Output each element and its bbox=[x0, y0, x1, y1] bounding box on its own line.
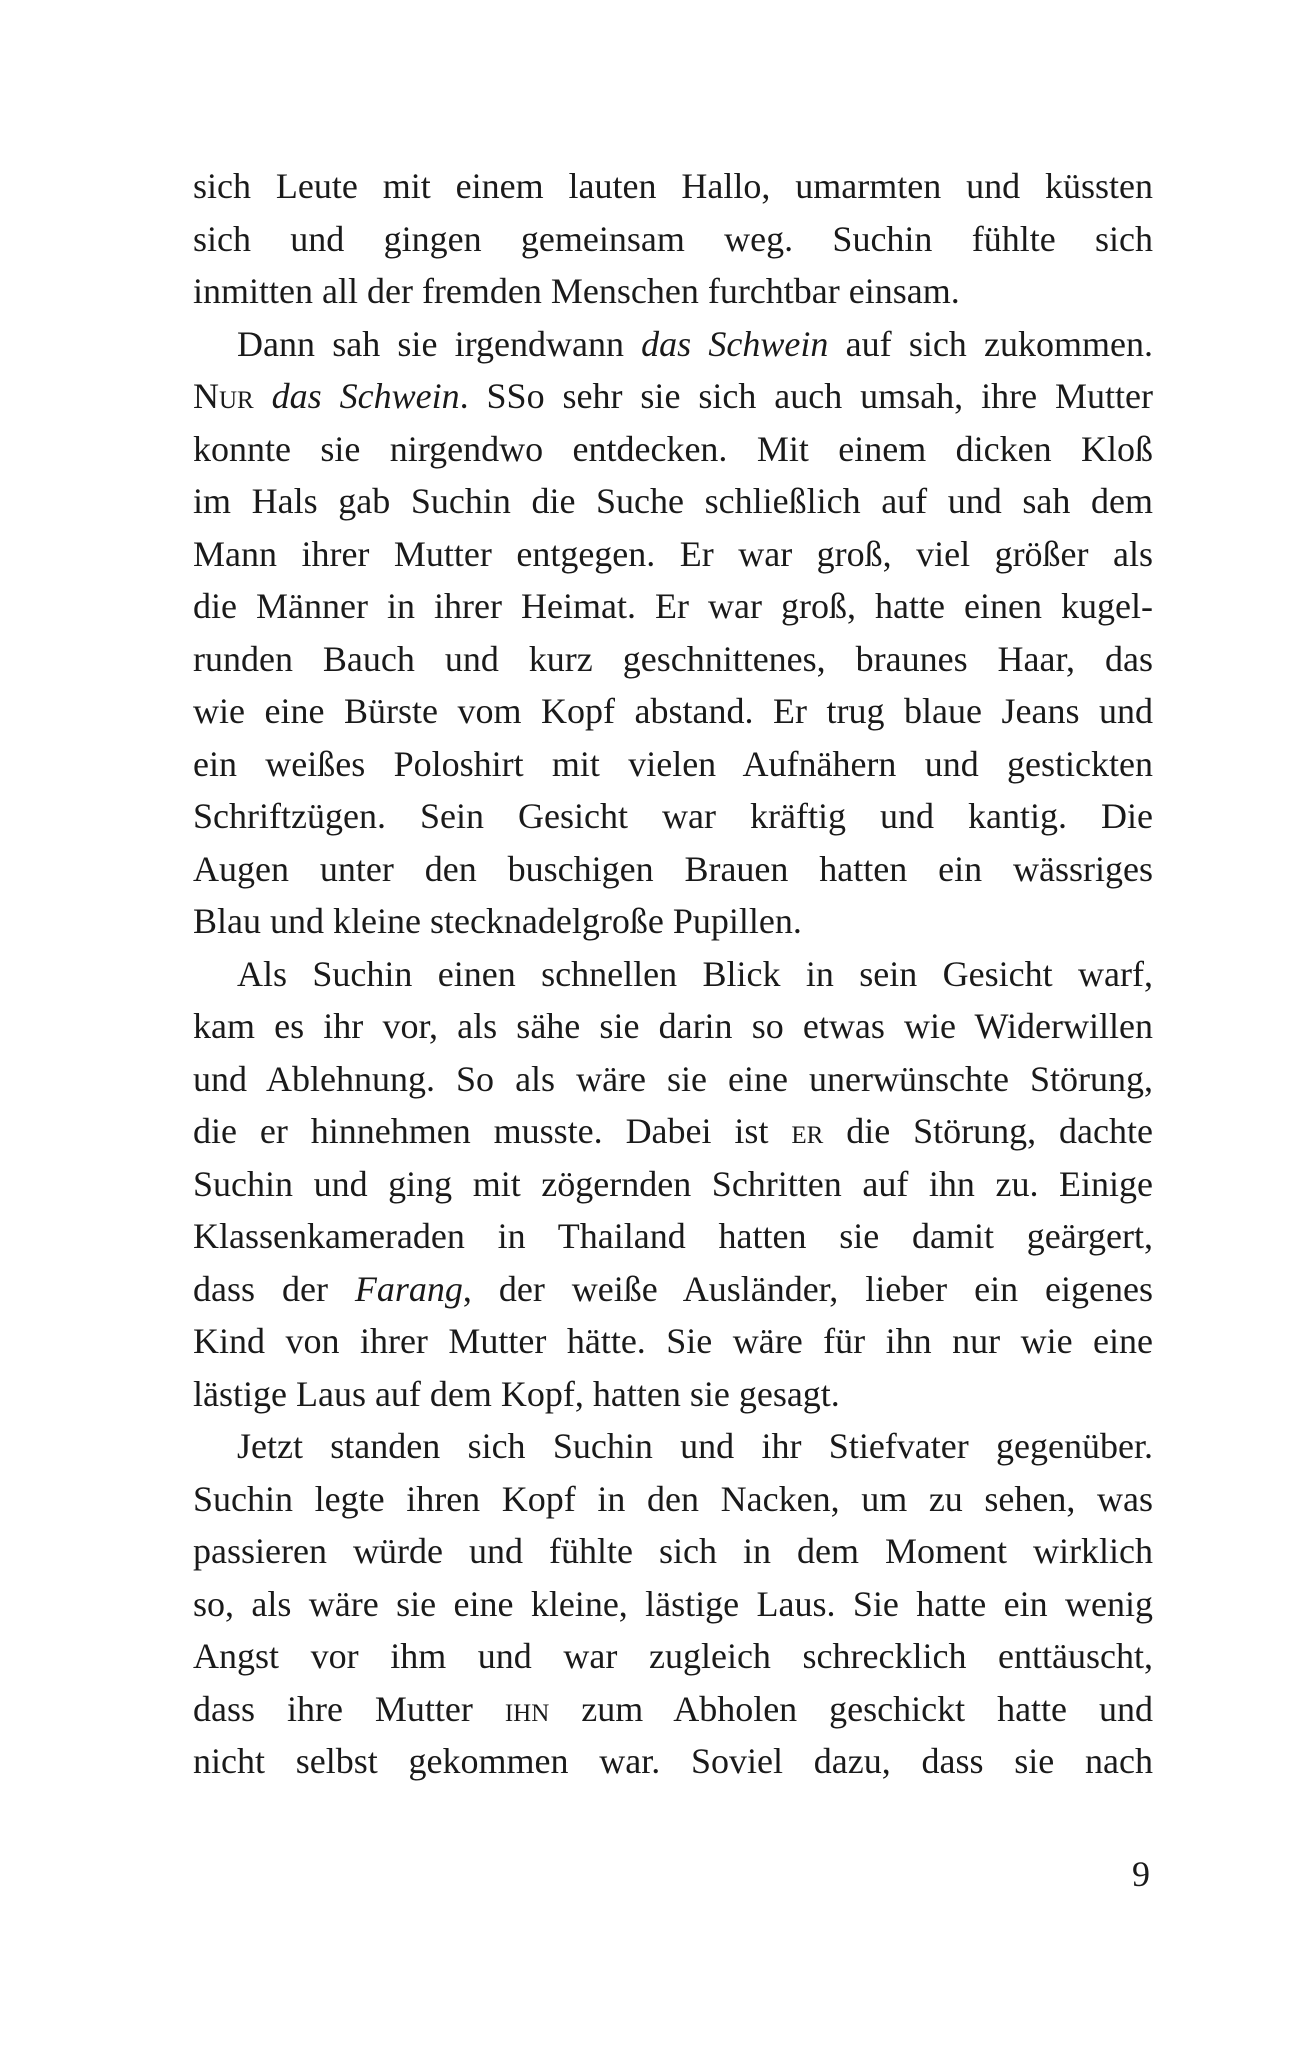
text-segment: Als Suchin einen schnellen Blick in sein Gesicht warf, bbox=[237, 953, 1153, 994]
text-segment: Mann ihrer Mutter entgegen. Er war groß, viel größer als bbox=[193, 533, 1153, 574]
text-line bbox=[193, 1000, 1153, 1053]
text-line bbox=[193, 475, 1153, 528]
text-segment: nicht selbst gekommen war. Soviel dazu, dass sie nach bbox=[193, 1741, 1153, 1781]
text-segment: dass der bbox=[193, 1268, 355, 1309]
text-segment: Klassenkameraden in Thailand hatten sie damit geärgert, bbox=[193, 1216, 1153, 1256]
text-line bbox=[193, 1525, 1153, 1578]
text-line bbox=[193, 1315, 1153, 1368]
text-line bbox=[193, 1105, 1153, 1158]
text-line bbox=[193, 1578, 1153, 1631]
text-line bbox=[193, 633, 1153, 686]
text-segment: konnte sie nirgendwo entdecken. Mit einem dicken Kloß bbox=[193, 428, 1153, 469]
text-segment: Suchin und ging mit zögernden Schritten auf ihn zu. Einige bbox=[193, 1163, 1153, 1204]
text-segment: so, als wäre sie eine kleine, lästige Laus. Sie hatte ein wenig bbox=[193, 1583, 1153, 1624]
text-segment: . SSo sehr sie sich auch umsah, ihre Mutter bbox=[459, 376, 1153, 416]
text-line bbox=[193, 265, 1153, 318]
text-segment: ein weißes Poloshirt mit vielen Aufnähern und gestickten bbox=[193, 743, 1153, 784]
text-line bbox=[193, 528, 1153, 581]
text-line bbox=[193, 1263, 1153, 1316]
text-line bbox=[193, 423, 1153, 476]
text-line bbox=[193, 213, 1153, 266]
text-segment: kam es ihr vor, als sähe sie darin so etwas wie Widerwillen bbox=[193, 1006, 1153, 1046]
text-segment: auf sich zukommen. bbox=[828, 323, 1153, 364]
text-line bbox=[193, 843, 1153, 896]
text-line bbox=[193, 318, 1153, 371]
small-caps-text: Nur bbox=[193, 376, 254, 416]
text-segment: runden Bauch und kurz geschnittenes, braunes Haar, das bbox=[193, 638, 1153, 679]
text-line bbox=[193, 160, 1153, 213]
text-line bbox=[193, 1630, 1153, 1683]
text-segment: die Männer in ihrer Heimat. Er war groß, hatte einen kugel- bbox=[193, 586, 1153, 626]
small-caps-text: er bbox=[791, 1111, 824, 1151]
text-segment: die Störung, dachte bbox=[823, 1111, 1153, 1151]
body-text bbox=[193, 160, 1153, 1788]
text-line bbox=[193, 738, 1153, 791]
text-segment: Jetzt standen sich Suchin und ihr Stiefvater gegenüber. bbox=[237, 1426, 1153, 1466]
text-line bbox=[193, 1473, 1153, 1526]
text-segment: sich Leute mit einem lauten Hallo, umarmten und küssten bbox=[193, 166, 1153, 206]
text-line bbox=[193, 1210, 1153, 1263]
small-caps-text: ihn bbox=[504, 1688, 550, 1729]
text-segment: lästige Laus auf dem Kopf, hatten sie gesagt. bbox=[193, 1373, 840, 1414]
text-segment: , der weiße Ausländer, lieber ein eigenes bbox=[462, 1268, 1153, 1309]
text-line bbox=[193, 685, 1153, 738]
page-number: 9 bbox=[1132, 1854, 1150, 1894]
text-segment: zum Abholen geschickt hatte und bbox=[549, 1688, 1153, 1729]
text-line bbox=[193, 580, 1153, 633]
text-line bbox=[193, 948, 1153, 1001]
text-segment: wie eine Bürste vom Kopf abstand. Er trug blaue Jeans und bbox=[193, 691, 1153, 731]
text-line bbox=[193, 1158, 1153, 1211]
text-segment: die er hinnehmen musste. Dabei ist bbox=[193, 1111, 792, 1151]
text-segment: inmitten all der fremden Menschen furchtbar einsam. bbox=[193, 271, 960, 311]
italic-text: Farang bbox=[354, 1268, 463, 1309]
text-line bbox=[193, 1053, 1153, 1106]
italic-text: das Schwein bbox=[271, 376, 460, 416]
text-line bbox=[193, 1368, 1153, 1421]
text-segment: und Ablehnung. So als wäre sie eine unerwünschte Störung, bbox=[193, 1058, 1153, 1099]
text-line bbox=[193, 370, 1153, 423]
text-line bbox=[193, 895, 1153, 948]
text-segment: Schriftzügen. Sein Gesicht war kräftig und kantig. Die bbox=[193, 796, 1153, 836]
text-segment: Angst vor ihm und war zugleich schrecklich enttäuscht, bbox=[193, 1636, 1153, 1676]
text-segment: dass ihre Mutter bbox=[193, 1688, 505, 1729]
text-line bbox=[193, 1735, 1153, 1788]
text-segment: Dann sah sie irgendwann bbox=[237, 323, 642, 364]
text-line bbox=[193, 1420, 1153, 1473]
text-segment bbox=[254, 376, 272, 416]
text-segment: im Hals gab Suchin die Suche schließlich auf und sah dem bbox=[193, 481, 1153, 521]
text-line bbox=[193, 790, 1153, 843]
text-segment: Blau und kleine stecknadelgroße Pupillen. bbox=[193, 901, 802, 941]
text-segment: sich und gingen gemeinsam weg. Suchin fühlte sich bbox=[193, 218, 1153, 259]
italic-text: das Schwein bbox=[641, 323, 829, 364]
text-segment: Augen unter den buschigen Brauen hatten ein wässriges bbox=[193, 848, 1153, 889]
text-segment: Suchin legte ihren Kopf in den Nacken, um zu sehen, was bbox=[193, 1478, 1153, 1519]
text-segment: passieren würde und fühlte sich in dem Moment wirklich bbox=[193, 1531, 1153, 1571]
text-segment: Kind von ihrer Mutter hätte. Sie wäre für ihn nur wie eine bbox=[193, 1321, 1153, 1361]
text-line bbox=[193, 1683, 1153, 1736]
